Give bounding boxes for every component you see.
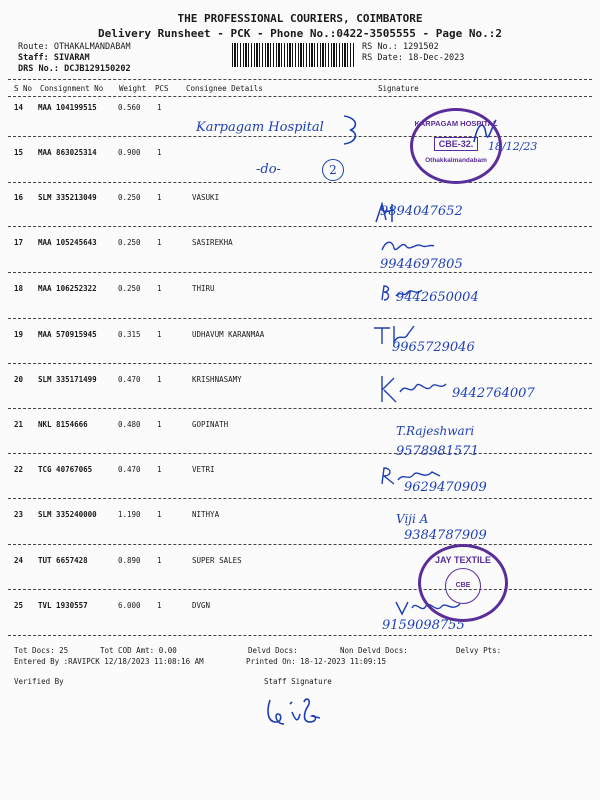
entered-by: Entered By :RAVIPCK 12/18/2023 11:08:16 AM	[14, 657, 204, 666]
handwritten-phone: 9384787909	[404, 528, 487, 543]
handwritten-ditto: -do-	[256, 162, 281, 177]
cell-consignee: VETRI	[192, 465, 215, 474]
handwritten-name: Viji A	[396, 512, 429, 526]
cell-consignment: SLM 335171499	[38, 375, 97, 384]
col-sno: S No	[14, 84, 33, 93]
delivery-points: Delvy Pts:	[456, 646, 502, 655]
cell-consignment: MAA 105245643	[38, 238, 97, 247]
cell-consignment: MAA 104199515	[38, 103, 97, 112]
cell-consignment: MAA 863025314	[38, 148, 97, 157]
cell-consignee: KRISHNASAMY	[192, 375, 242, 384]
divider	[8, 544, 592, 545]
divider	[8, 136, 592, 137]
cell-weight: 0.250	[118, 284, 141, 293]
cell-weight: 0.470	[118, 375, 141, 384]
divider	[8, 226, 592, 227]
cell-sno: 20	[14, 375, 24, 384]
cell-consignment: MAA 570915945	[38, 330, 97, 339]
cell-consignment: TVL 1930557	[38, 601, 88, 610]
cell-weight: 0.480	[118, 420, 141, 429]
signature-mark	[372, 200, 412, 226]
divider	[8, 318, 592, 319]
cell-sno: 18	[14, 284, 24, 293]
divider	[8, 182, 592, 183]
drs-label: DRS No.:	[18, 64, 59, 74]
cell-pcs: 1	[157, 238, 162, 247]
handwritten-phone: 9944697805	[380, 257, 463, 272]
drs-line	[18, 64, 131, 74]
verified-by-label: Verified By	[14, 677, 64, 686]
cell-pcs: 1	[157, 148, 162, 157]
col-consignment: Consignment No	[40, 84, 104, 93]
cell-pcs: 1	[157, 103, 162, 112]
rs-no-value: 1291502	[402, 42, 439, 52]
route-value: OTHAKALMANDABAM	[53, 42, 131, 52]
cell-sno: 24	[14, 556, 24, 565]
col-pcs: PCS	[155, 84, 169, 93]
cell-pcs: 1	[157, 284, 162, 293]
cell-consignee: GOPINATH	[192, 420, 229, 429]
cell-pcs: 1	[157, 601, 162, 610]
stamp-text: CBE	[445, 568, 481, 604]
hospital-stamp	[410, 108, 502, 184]
drs-value: DCJB129150202	[64, 64, 131, 74]
cell-consignment: SLM 335213049	[38, 193, 97, 202]
staff-signature-label: Staff Signature	[264, 677, 332, 686]
divider	[8, 498, 592, 499]
stamp-text: KARPAGAM HOSPITAL	[414, 119, 498, 128]
handwritten-name: T.Rajeshwari	[396, 424, 475, 438]
stamp-text: JAY TEXTILE	[434, 555, 492, 565]
cell-weight: 0.900	[118, 148, 141, 157]
divider	[8, 363, 592, 364]
col-consignee: Consignee Details	[186, 84, 263, 93]
cell-pcs: 1	[157, 375, 162, 384]
cell-pcs: 1	[157, 556, 162, 565]
cell-weight: 0.250	[118, 193, 141, 202]
rs-date-value: 18-Dec-2023	[408, 53, 465, 63]
cell-sno: 14	[14, 103, 24, 112]
divider	[8, 408, 592, 409]
cell-pcs: 1	[157, 465, 162, 474]
cell-consignment: NKL 8154666	[38, 420, 88, 429]
handwritten-phone: 9578981571	[396, 444, 479, 459]
divider	[8, 453, 592, 454]
handwritten-phone: 9159098755	[382, 618, 465, 633]
cell-weight: 1.190	[118, 510, 141, 519]
handwritten-consignee: Karpagam Hospital	[196, 120, 324, 135]
handwritten-phone: 9442650004	[396, 290, 479, 305]
cell-sno: 17	[14, 238, 24, 247]
cell-sno: 23	[14, 510, 24, 519]
stamp-text: Othakkalmandabam	[425, 157, 487, 164]
brace-mark	[340, 112, 364, 148]
cell-weight: 0.560	[118, 103, 141, 112]
handwritten-phone: 9442764007	[452, 386, 535, 401]
cell-pcs: 1	[157, 330, 162, 339]
cell-pcs: 1	[157, 193, 162, 202]
textile-stamp	[418, 544, 508, 622]
barcode	[232, 43, 354, 67]
signature-mark	[376, 372, 456, 408]
rs-no-line	[362, 42, 439, 52]
route-line	[18, 42, 131, 52]
cell-consignee: UDHAVUM KARANMAA	[192, 330, 265, 339]
cell-sno: 25	[14, 601, 24, 610]
cell-pcs: 1	[157, 510, 162, 519]
cell-sno: 15	[14, 148, 24, 157]
divider	[8, 79, 592, 80]
cell-consignment: MAA 106252322	[38, 284, 97, 293]
cell-consignment: SLM 335240000	[38, 510, 97, 519]
cell-weight: 0.890	[118, 556, 141, 565]
cell-weight: 6.000	[118, 601, 141, 610]
cell-consignment: TUT 6657428	[38, 556, 88, 565]
total-cod: Tot COD Amt: 0.00	[100, 646, 177, 655]
stamp-code: CBE-32.	[434, 137, 479, 151]
rs-date-line	[362, 53, 464, 63]
cell-weight: 0.470	[118, 465, 141, 474]
cell-sno: 16	[14, 193, 24, 202]
cell-consignment: TCG 40767065	[38, 465, 93, 474]
divider	[8, 272, 592, 273]
cell-sno: 22	[14, 465, 24, 474]
cell-sno: 19	[14, 330, 24, 339]
cell-sno: 21	[14, 420, 24, 429]
cell-pcs: 1	[157, 420, 162, 429]
cell-consignee: VASUKI	[192, 193, 220, 202]
delivered-docs: Delvd Docs:	[248, 646, 298, 655]
document-title: THE PROFESSIONAL COURIERS, COIMBATORE	[177, 12, 423, 25]
rs-no-label: RS No.:	[362, 42, 398, 52]
cell-consignee: DVGN	[192, 601, 211, 610]
staff-line	[18, 53, 90, 63]
rs-date-label: RS Date:	[362, 53, 403, 63]
col-weight: Weight	[119, 84, 147, 93]
handwritten-phone: 9894047652	[380, 204, 463, 219]
divider	[8, 635, 592, 636]
cell-consignee: SUPER SALES	[192, 556, 242, 565]
non-delivered-docs: Non Delvd Docs:	[340, 646, 408, 655]
handwritten-count: 2	[322, 159, 344, 181]
staff-label: Staff:	[18, 53, 49, 63]
staff-value: SIVARAM	[53, 53, 90, 63]
cell-weight: 0.315	[118, 330, 141, 339]
divider	[8, 96, 592, 97]
document-subtitle: Delivery Runsheet - PCK - Phone No.:0422-3505555 - Page No.:2	[98, 27, 502, 40]
cell-consignee: NITHYA	[192, 510, 220, 519]
total-docs: Tot Docs: 25	[14, 646, 69, 655]
printed-on: Printed On: 18-12-2023 11:09:15	[246, 657, 386, 666]
handwritten-date: 18/12/23	[488, 140, 538, 153]
cell-consignee: THIRU	[192, 284, 215, 293]
cell-weight: 0.250	[118, 238, 141, 247]
signature-mark	[378, 282, 438, 302]
staff-signature-mark	[262, 692, 342, 732]
signature-mark	[378, 236, 438, 256]
signature-mark	[378, 464, 458, 488]
col-signature: Signature	[378, 84, 419, 93]
signature-mark	[372, 322, 422, 346]
route-label: Route:	[18, 42, 49, 52]
handwritten-phone: 9965729046	[392, 340, 475, 355]
handwritten-phone: 9629470909	[404, 480, 487, 495]
cell-consignee: SASIREKHA	[192, 238, 233, 247]
